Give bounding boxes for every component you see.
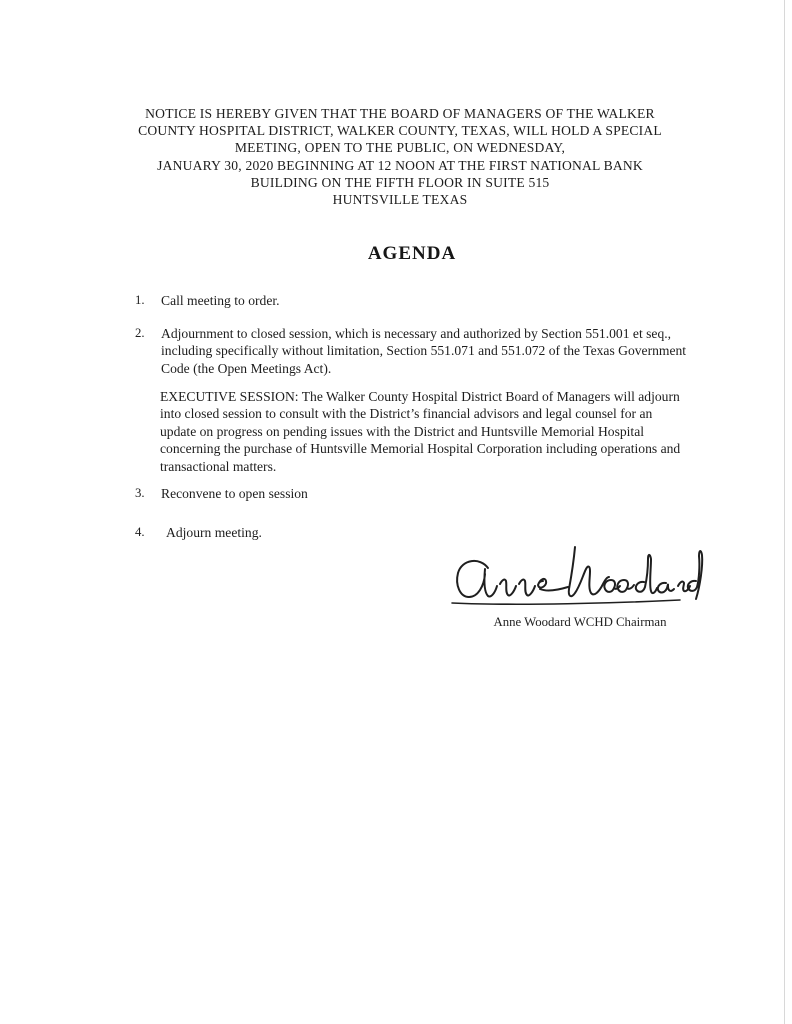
item-text: Call meeting to order.: [161, 293, 280, 308]
notice-line: BUILDING ON THE FIFTH FLOOR IN SUITE 515: [250, 174, 550, 190]
agenda-item: [135, 325, 691, 377]
agenda-title: AGENDA: [367, 243, 457, 264]
notice-line: JANUARY 30, 2020 BEGINNING AT 12 NOON AT THE FIRST NATIONAL BANK: [157, 157, 643, 173]
notice-line: HUNTSVILLE TEXAS: [332, 192, 468, 208]
item-number: 2.: [135, 326, 145, 340]
item-number: 3.: [135, 486, 145, 500]
signature-handwriting: [448, 544, 708, 614]
notice-header: [84, 105, 716, 208]
item-text: Adjournment to closed session, which is necessary and authorized by Section 551.001 et seq., including specifically without limitation, Section 551.071 and 551.072 of the Texas Government Code (the Open Meetings Act).: [161, 326, 687, 376]
notice-line: COUNTY HOSPITAL DISTRICT, WALKER COUNTY, TEXAS, WILL HOLD A SPECIAL: [138, 123, 662, 139]
item-number: 1.: [135, 293, 145, 307]
item-text: Reconvene to open session: [161, 486, 308, 501]
agenda-item: [135, 524, 691, 541]
item-number: 4.: [135, 525, 145, 539]
executive-session-paragraph: EXECUTIVE SESSION: The Walker County Hospital District Board of Managers will adjourn into closed session to consult with the District’s financial advisors and legal counsel for an update on progress on pending issues with the District and Huntsville Memorial Hospital concerning the purchase of Huntsville Memorial Hospital Corporation including operations and transactional matters.: [160, 389, 681, 474]
scan-edge-artifact: [784, 0, 785, 1024]
item-text: Adjourn meeting.: [166, 525, 262, 540]
notice-line: MEETING, OPEN TO THE PUBLIC, ON WEDNESDAY,: [234, 140, 566, 156]
agenda-item: [135, 292, 691, 309]
notice-line: NOTICE IS HEREBY GIVEN THAT THE BOARD OF MANAGERS OF THE WALKER: [145, 106, 655, 121]
signature-label: Anne Woodard WCHD Chairman: [493, 615, 667, 629]
agenda-item: [135, 485, 691, 502]
